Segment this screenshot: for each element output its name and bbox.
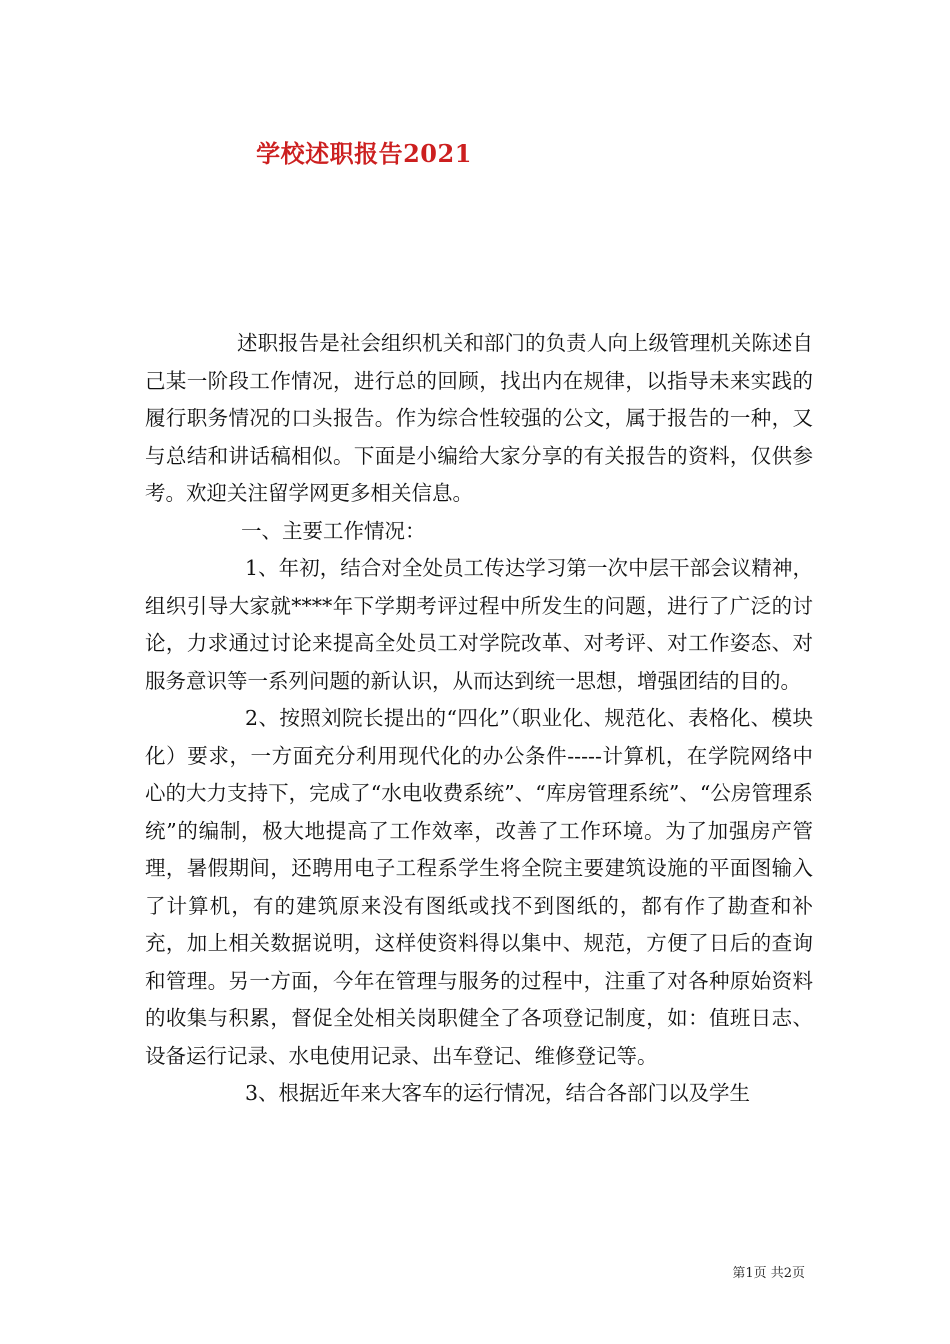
- intro-paragraph: 述职报告是社会组织机关和部门的负责人向上级管理机关陈述自己某一阶段工作情况，进行总的回顾，找出内在规律，以指导未来实践的履行职务情况的口头报告。作为综合性较强的公文，属于报告的一种，又与总结和讲话稿相似。下面是小编给大家分享的有关报告的资料，仅供参考。欢迎关注留学网更多相关信息。: [145, 331, 813, 505]
- page-number: 第1页 共2页: [732, 1266, 805, 1281]
- document-body: [145, 325, 813, 1113]
- section-heading: 一、主要工作情况：: [241, 518, 426, 543]
- item-paragraph-1: 1、年初，结合对全处员工传达学习第一次中层干部会议精神，组织引导大家就****年下学期考评过程中所发生的问题，进行了广泛的讨论，力求通过讨论来提高全处员工对学院改革、对考评、对工作姿态、对服务意识等一系列问题的新认识，从而达到统一思想，增强团结的目的。: [145, 556, 813, 693]
- document-title: [0, 134, 950, 169]
- document-title-text: 学校述职报告2021: [256, 139, 472, 168]
- item-paragraph-2: 2、按照刘院长提出的“四化”（职业化、规范化、表格化、模块化）要求，一方面充分利用现代化的办公条件-----计算机，在学院网络中心的大力支持下，完成了“水电收费系统”、“库房管理系统”、“公房管理系统”的编制，极大地提高了工作效率，改善了工作环境。为了加强房产管理，暑假期间，还聘用电子工程系学生将全院主要建筑设施的平面图输入了计算机，有的建筑原来没有图纸或找不到图纸的，都有作了勘查和补充，加上相关数据说明，这样使资料得以集中、规范，方便了日后的查询和管理。另一方面，今年在管理与服务的过程中，注重了对各种原始资料的收集与积累，督促全处相关岗职健全了各项登记制度，如：值班日志、设备运行记录、水电使用记录、出车登记、维修登记等。: [145, 706, 813, 1068]
- item-paragraph-3: 3、根据近年来大客车的运行情况，结合各部门以及学生: [245, 1081, 751, 1105]
